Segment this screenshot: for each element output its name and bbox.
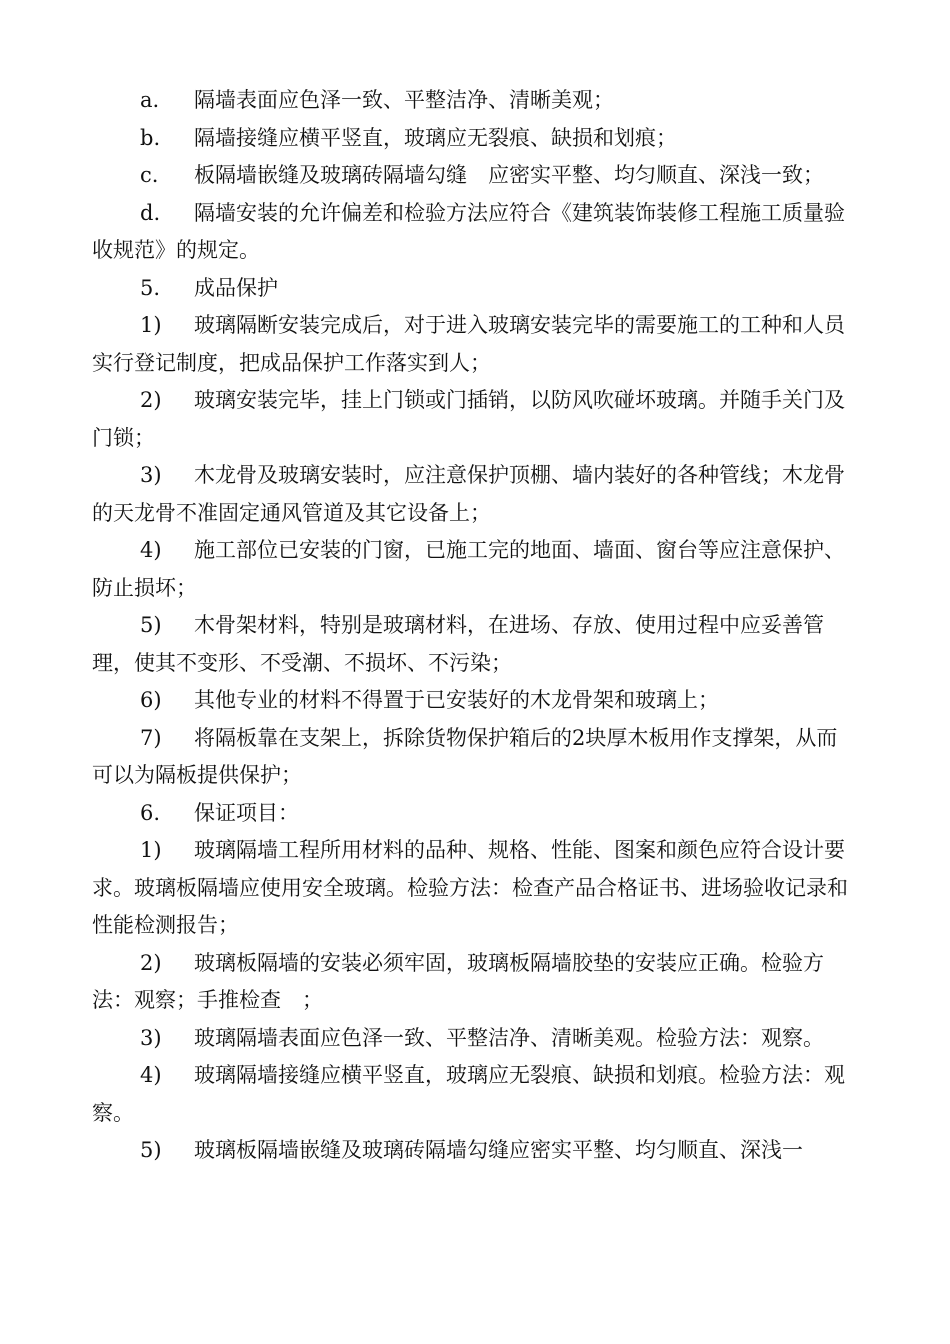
item-number: b. (140, 125, 161, 150)
paragraph-b (92, 120, 854, 158)
item-text: 板隔墙嵌缝及玻璃砖隔墙勾缝 应密实平整、均匀顺直、深浅一致； (194, 163, 824, 187)
section-heading-6 (92, 795, 854, 833)
paragraph-6-1 (92, 832, 854, 945)
item-text: 玻璃安装完毕，挂上门锁或门插销，以防风吹碰坏玻璃。并随手关门及门锁； (92, 388, 845, 450)
paragraph-6-5 (92, 1132, 854, 1170)
item-text: 玻璃隔墙工程所用材料的品种、规格、性能、图案和颜色应符合设计要求。玻璃板隔墙应使用安全玻璃。检验方法：检查产品合格证书、进场验收记录和性能检测报告； (92, 838, 848, 937)
paragraph-5-2 (92, 382, 854, 457)
item-number: 2) (140, 950, 162, 975)
item-text: 玻璃板隔墙嵌缝及玻璃砖隔墙勾缝应密实平整、均匀顺直、深浅一 (194, 1138, 803, 1162)
item-text: 隔墙表面应色泽一致、平整洁净、清晰美观； (194, 88, 614, 112)
item-number: 2) (140, 388, 162, 412)
item-text: 玻璃隔断安装完成后，对于进入玻璃安装完毕的需要施工的工种和人员实行登记制度，把成品保护工作落实到人； (92, 313, 845, 375)
item-number: 3) (140, 1025, 162, 1050)
paragraph-6-2 (92, 945, 854, 1020)
item-number: 3) (140, 463, 162, 487)
section-heading-5 (92, 270, 854, 308)
item-text: 木骨架材料，特别是玻璃材料，在进场、存放、使用过程中应妥善管理，使其不变形、不受潮、不损坏、不污染； (92, 613, 824, 675)
paragraph-d (92, 195, 854, 270)
paragraph-a (92, 82, 854, 120)
item-text: 隔墙接缝应横平竖直，玻璃应无裂痕、缺损和划痕； (194, 125, 677, 150)
paragraph-5-5 (92, 607, 854, 682)
item-text: 将隔板靠在支架上，拆除货物保护箱后的2块厚木板用作支撑架，从而可以为隔板提供保护； (92, 725, 838, 787)
item-number: 1) (140, 838, 162, 862)
item-text: 玻璃隔墙表面应色泽一致、平整洁净、清晰美观。检验方法：观察。 (194, 1025, 824, 1050)
paragraph-5-7 (92, 720, 854, 795)
paragraph-5-1 (92, 307, 854, 382)
paragraph-5-3 (92, 457, 854, 532)
item-text: 隔墙安装的允许偏差和检验方法应符合《建筑装饰装修工程施工质量验收规范》的规定。 (92, 200, 845, 262)
item-number: d. (140, 200, 161, 225)
paragraph-5-4 (92, 532, 854, 607)
item-number: 5) (140, 613, 162, 637)
item-text: 其他专业的材料不得置于已安装好的木龙骨架和玻璃上； (194, 688, 719, 712)
paragraph-c (92, 157, 854, 195)
section-number: 6. (140, 800, 161, 825)
item-text: 玻璃隔墙接缝应横平竖直，玻璃应无裂痕、缺损和划痕。检验方法：观察。 (92, 1063, 845, 1125)
paragraph-6-4 (92, 1057, 854, 1132)
item-text: 木龙骨及玻璃安装时，应注意保护顶棚、墙内装好的各种管线；木龙骨的天龙骨不准固定通风管道及其它设备上； (92, 463, 845, 525)
item-number: 1) (140, 313, 162, 337)
section-title: 成品保护 (194, 275, 278, 300)
section-number: 5. (140, 275, 161, 300)
item-number: 6) (140, 688, 162, 712)
item-number: 4) (140, 1063, 162, 1087)
item-number: 4) (140, 538, 162, 562)
item-number: 5) (140, 1138, 162, 1162)
item-text: 玻璃板隔墙的安装必须牢固，玻璃板隔墙胶垫的安装应正确。检验方法：观察；手推检查 ； (92, 950, 824, 1012)
paragraph-6-3 (92, 1020, 854, 1058)
item-number: 7) (140, 725, 162, 750)
paragraph-5-6 (92, 682, 854, 720)
item-text: 施工部位已安装的门窗，已施工完的地面、墙面、窗台等应注意保护、防止损坏； (92, 538, 845, 600)
item-number: c. (140, 163, 159, 187)
section-title: 保证项目： (194, 800, 299, 825)
item-number: a. (140, 88, 160, 112)
